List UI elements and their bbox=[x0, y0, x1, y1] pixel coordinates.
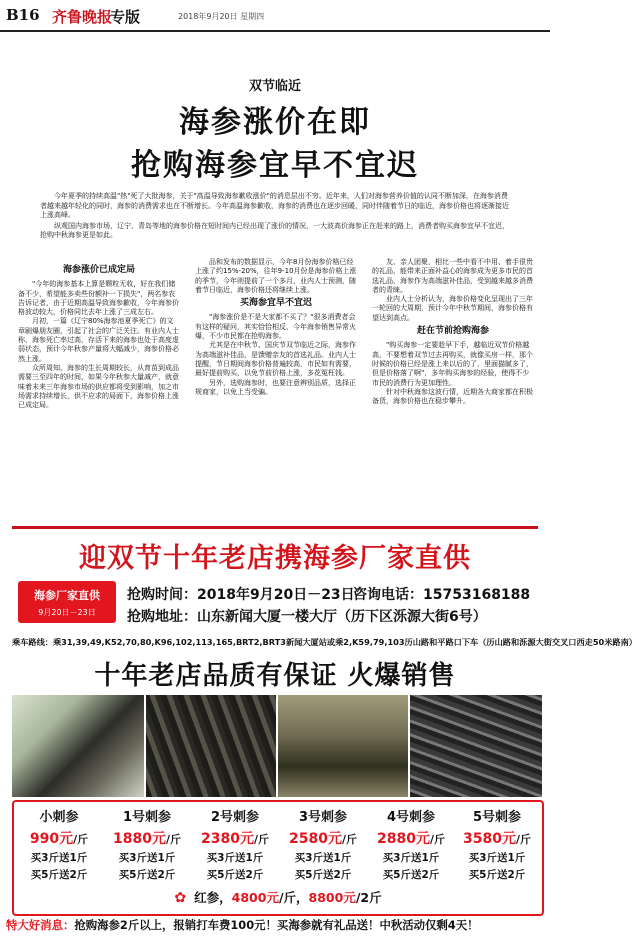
deal-line: 买5斤送2斤 bbox=[382, 869, 440, 881]
ad-headline: 迎双节十年老店携海参厂家直供 bbox=[79, 543, 471, 574]
red-ginseng-label: 红参， bbox=[194, 890, 232, 905]
body-paragraph: 另外，选购海参时，也要注意辨别品质，选择正规商家，以免上当受骗。 bbox=[195, 378, 356, 396]
price-unit: /斤 bbox=[515, 833, 531, 846]
article-kicker: 双节临近 bbox=[248, 79, 301, 94]
price-value: 990元 bbox=[29, 831, 74, 847]
product-name: 小刺参 bbox=[39, 810, 79, 825]
badge-dates: 9月20日－23日 bbox=[38, 608, 96, 617]
subheading: 海参涨价已成定局 bbox=[62, 265, 135, 275]
product-price bbox=[192, 828, 278, 848]
red-ginseng-price bbox=[14, 888, 542, 906]
body-paragraph: "今年的海参基本上算是颗粒无收，好在我们储备不少，希望能多卖些份额补一下损失"，两名参农告诉记者，由于近期高温导致海参歉收，今年海参价格波动较大，价格同比去年上涨了三成左右。 bbox=[18, 280, 179, 317]
sale-time: 抢购时间：2018年9月20日－23日 bbox=[127, 587, 355, 603]
article-column-3 bbox=[372, 258, 534, 520]
body-paragraph: 众所周知，海参的生长周期较长，从育苗到成品需要三至四年的时间，如果今年秋参大量减产，就意味着未来三年海参市场的供应都将受到影响，加之市场需求持续增长，供不应求的局面下，海参价格上涨已成定局。 bbox=[18, 363, 179, 410]
deal-line: 买5斤送2斤 bbox=[30, 869, 88, 881]
deal-line: 买3斤送1斤 bbox=[382, 852, 440, 864]
body-paragraph: 针对中秋海参这波行情，近期各大商家都在积极备货，海参价格也在稳步攀升。 bbox=[372, 387, 533, 406]
section-label: 专版 bbox=[110, 8, 141, 26]
product-price-cell bbox=[454, 806, 540, 882]
body-paragraph: 月初，一篇《辽宁80%海参池夏季死亡》的文章刷爆朋友圈，引起了社会的广泛关注。有业内人士称，海参死亡率过高，存活下来的海参也处于高度虚弱状态，预计今年秋参产量将大幅减少，海参价格必然上涨。 bbox=[18, 317, 179, 363]
product-name: 3号刺参 bbox=[298, 810, 348, 825]
promo-badge bbox=[18, 581, 116, 623]
product-price bbox=[280, 828, 366, 848]
newspaper-logo: 齐鲁晚报 bbox=[52, 8, 113, 26]
price-value: 1880元 bbox=[113, 831, 166, 847]
product-price bbox=[368, 828, 454, 848]
deal-line: 买3斤送1斤 bbox=[206, 852, 264, 864]
body-paragraph: 尤其是在中秋节、国庆节双节临近之际，海参作为高端滋补佳品，是馈赠亲友的首选礼品。业内人士提醒，节日期间海参价格普遍较高，市民如有需要，最好提前购买，以免节前价格上涨，多花冤枉钱。 bbox=[195, 341, 356, 378]
sale-address: 抢购地址：山东新闻大厦一楼大厅（历下区泺源大街6号） bbox=[127, 609, 487, 625]
price-unit: /斤 bbox=[429, 833, 445, 846]
body-paragraph: 业内人士分析认为，海参价格变化呈现出了三年一轮回的大周期，预计今年中秋节期间，海参价格有望达到高点。 bbox=[372, 295, 533, 322]
deal-line: 买3斤送1斤 bbox=[294, 852, 352, 864]
price-table bbox=[12, 800, 544, 916]
price-value: 2580元 bbox=[289, 831, 342, 847]
issue-date: 2018年9月20日 星期四 bbox=[178, 12, 265, 21]
sea-cucumber-photo bbox=[410, 695, 542, 797]
article-body bbox=[18, 258, 534, 520]
body-paragraph: "购买海参一定要趁早下手，越临近双节价格越高，不要想着双节过去再购买，就像买房一样，那个时候的价格已经是涨上来以后的了，里面猫腻多了，但是价格落了啊"，多年购买海参的经验，使得不少市民的消费行为更加理性。 bbox=[372, 341, 533, 387]
contact-phone: 咨询电话：15753168188 bbox=[353, 587, 531, 603]
product-photos bbox=[12, 695, 542, 797]
promo-banner bbox=[6, 917, 546, 933]
body-paragraph: "海参涨价是不是大家都不买了？"很多消费者会有这样的疑问，其实恰恰相反，今年海参销售异常火爆，不少市民都在抢购海参。 bbox=[195, 313, 356, 341]
product-price bbox=[104, 828, 190, 848]
product-price-cell bbox=[280, 806, 366, 882]
body-paragraph: 品和发布的数据显示，今年8月份海参价格已经上涨了约15%-20%，往年9-10月份是海参价格上涨的季节，今年则提前了一个多月，业内人士预测，随着节日临近，海参价格还将继续上涨。 bbox=[195, 258, 357, 294]
deal-line: 买5斤送2斤 bbox=[118, 869, 176, 881]
product-price-cell bbox=[192, 806, 278, 882]
lead-paragraph: 今年夏季的持续高温"热"死了大批海参，关于"高温导致海参歉收涨价"的消息层出不穷。近年来，人们对海参营养价值的认同不断加深，在海参消费者越来越年轻化的同时，海参的消费需求也在不断增长。今年高温海参歉收，海参的消费也在逐步回暖，同时伴随着节日的临近，海参价格也将逐渐接近上涨高峰。 bbox=[40, 192, 509, 220]
article-lead bbox=[40, 192, 512, 242]
subheading: 买海参宜早不宜迟 bbox=[239, 298, 312, 309]
red-ginseng-unit-1: /斤， bbox=[278, 890, 309, 905]
price-unit: /斤 bbox=[253, 833, 269, 846]
price-value: 3580元 bbox=[463, 831, 516, 847]
deal-line: 买5斤送2斤 bbox=[294, 869, 352, 881]
red-ginseng-price-1: 4800元 bbox=[231, 890, 279, 905]
product-price-cell bbox=[104, 806, 190, 882]
promo-banner-key: 特大好消息： bbox=[6, 918, 75, 932]
price-unit: /斤 bbox=[73, 833, 89, 846]
deal-line: 买3斤送1斤 bbox=[118, 852, 176, 864]
red-ginseng-unit-2: /2斤 bbox=[355, 890, 382, 905]
deal-line: 买5斤送2斤 bbox=[206, 869, 264, 881]
price-unit: /斤 bbox=[341, 833, 357, 846]
product-price bbox=[454, 828, 540, 848]
badge-title: 海参厂家直供 bbox=[34, 589, 100, 602]
product-name: 4号刺参 bbox=[386, 810, 436, 825]
deal-line: 买5斤送2斤 bbox=[468, 869, 526, 881]
product-price-cell bbox=[368, 806, 454, 882]
promo-banner-text: 抢购海参2斤以上，报销打车费100元！买海参就有礼品送！中秋活动仅剩4天！ bbox=[74, 918, 479, 932]
deal-line: 买3斤送1斤 bbox=[30, 852, 88, 864]
product-price bbox=[16, 828, 102, 848]
newspaper-header bbox=[0, 0, 550, 32]
page-number: B16 bbox=[6, 6, 40, 24]
bus-route: 乘车路线：乘31,39,49,K52,70,80,K96,102,113,165,BRT2,BRT3新闻大厦站或乘2,K59,79,103历山路和平路口下车（历山路和泺源大街交叉口西走50米路南） bbox=[12, 637, 637, 647]
lead-paragraph: 纵观国内海参市场，辽宁、青岛等地的海参价格在短时间内已经出现了涨价的情况，一大波高价海参正在赶来的路上，消费者购买海参宜早不宜迟，抢购中秋海参更是如此。 bbox=[40, 221, 509, 240]
subheading: 赶在节前抢购海参 bbox=[416, 326, 489, 337]
price-value: 2380元 bbox=[201, 831, 254, 847]
sea-cucumber-photo bbox=[146, 695, 276, 797]
headline-line-2: 抢购海参宜早不宜迟 bbox=[131, 148, 419, 183]
headline-line-1: 海参涨价在即 bbox=[179, 105, 371, 140]
section-divider bbox=[12, 526, 538, 529]
ad-slogan: 十年老店品质有保证 火爆销售 bbox=[94, 661, 456, 691]
article-column-1 bbox=[18, 258, 180, 520]
product-name: 5号刺参 bbox=[472, 810, 522, 825]
product-name: 2号刺参 bbox=[210, 810, 260, 825]
flower-icon: ✿ bbox=[174, 890, 187, 906]
price-unit: /斤 bbox=[165, 833, 181, 846]
product-price-cell bbox=[16, 806, 102, 882]
deal-line: 买3斤送1斤 bbox=[468, 852, 526, 864]
price-value: 2880元 bbox=[377, 831, 430, 847]
article-column-2 bbox=[195, 258, 357, 520]
product-name: 1号刺参 bbox=[122, 810, 172, 825]
sea-cucumber-photo bbox=[278, 695, 408, 797]
body-paragraph: 友、亲人团聚，相比一些中看不中用、着手很贵的礼品，能带来正面补益心的海参成为更多市民的首选礼品，海参作为高端滋补佳品，受到越来越多消费者的青睐。 bbox=[372, 258, 533, 294]
sea-cucumber-photo bbox=[12, 695, 144, 797]
red-ginseng-price-2: 8800元 bbox=[308, 890, 356, 905]
